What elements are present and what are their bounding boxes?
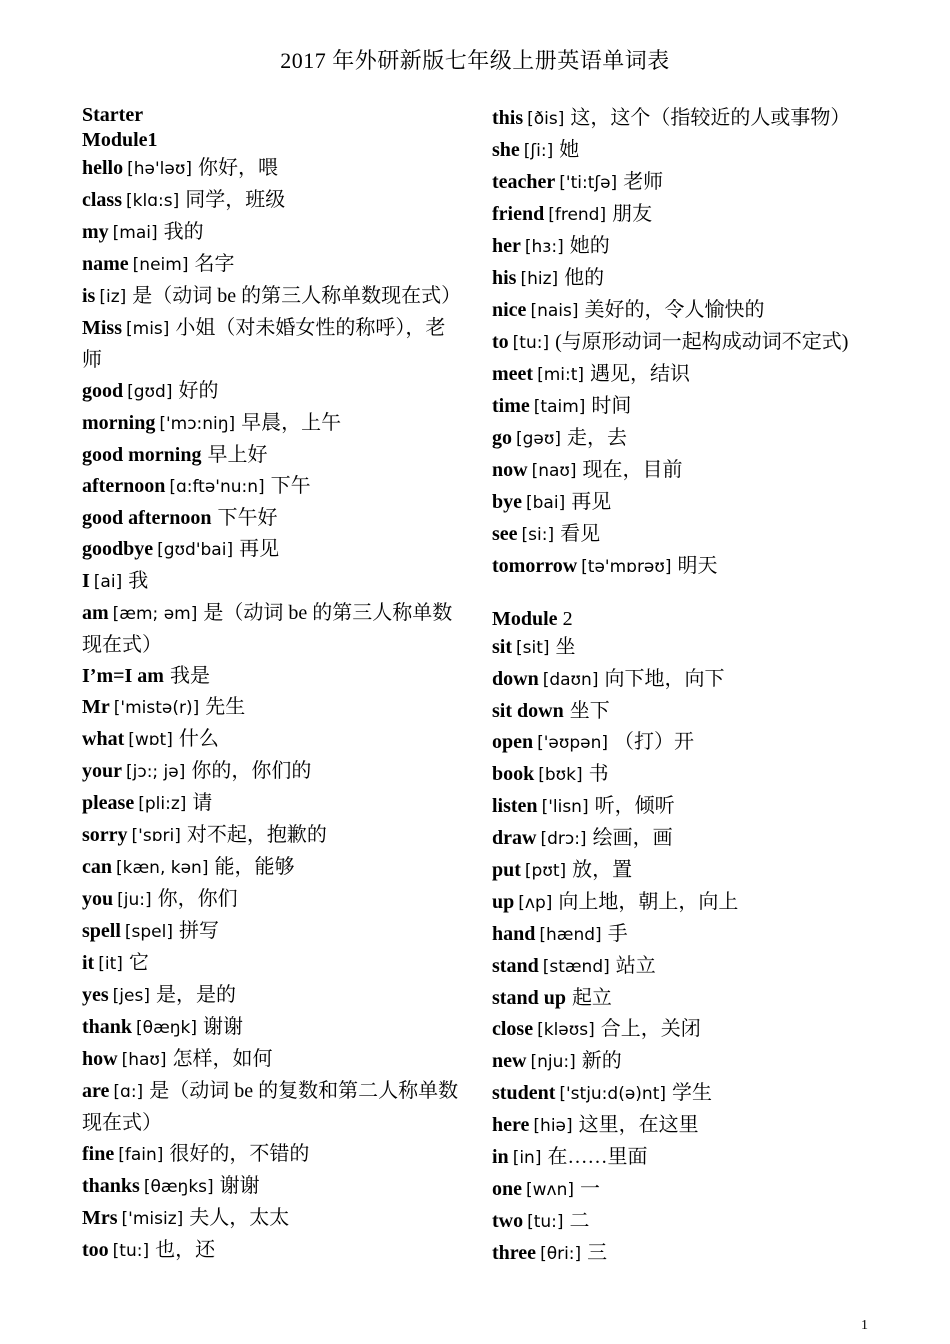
vocab-word: sorry bbox=[82, 824, 128, 846]
vocab-word: listen bbox=[492, 795, 538, 817]
vocab-word: stand up bbox=[492, 987, 566, 1009]
vocab-meaning: 三 bbox=[587, 1242, 608, 1264]
vocab-entry bbox=[492, 1174, 887, 1206]
vocab-word: morning bbox=[82, 412, 156, 434]
vocab-phonetic: [mi:t] bbox=[537, 365, 585, 385]
vocab-meaning: 时间 bbox=[591, 395, 632, 417]
vocab-meaning: 我的 bbox=[163, 221, 204, 243]
vocab-entry bbox=[492, 823, 887, 855]
vocab-entry bbox=[82, 756, 462, 788]
vocab-list-right-top bbox=[492, 103, 887, 583]
section-heading-starter: Starter bbox=[82, 104, 144, 126]
vocab-entry bbox=[82, 440, 462, 471]
vocab-word: name bbox=[82, 253, 129, 275]
vocab-meaning: 同学，班级 bbox=[185, 189, 286, 211]
section-heading-module2 bbox=[492, 607, 887, 632]
vocab-word: put bbox=[492, 859, 521, 881]
vocab-meaning: 二 bbox=[569, 1210, 590, 1232]
vocab-meaning: 对不起，抱歉的 bbox=[186, 824, 327, 846]
vocab-word: draw bbox=[492, 827, 537, 849]
vocab-entry bbox=[492, 632, 887, 664]
vocab-phonetic: [θri:] bbox=[540, 1244, 582, 1264]
vocab-phonetic: [haʊ] bbox=[121, 1050, 167, 1070]
vocab-entry bbox=[82, 692, 462, 724]
page-title: 2017 年外研新版七年级上册英语单词表 bbox=[280, 48, 670, 73]
vocab-word: hello bbox=[82, 157, 124, 179]
vocab-meaning: 他的 bbox=[564, 267, 605, 289]
vocab-word: are bbox=[82, 1080, 110, 1102]
vocab-entry bbox=[492, 696, 887, 727]
vocab-word: can bbox=[82, 856, 112, 878]
vocab-entry bbox=[492, 263, 887, 295]
vocab-word: one bbox=[492, 1178, 522, 1200]
vocab-list-left bbox=[82, 153, 462, 1267]
vocab-meaning: 是（动词 be 的复数和第二人称单数现在式） bbox=[82, 1080, 459, 1134]
vocab-entry bbox=[492, 1110, 887, 1142]
vocab-word: you bbox=[82, 888, 114, 910]
vocab-list-right-module2 bbox=[492, 632, 887, 1270]
vocab-phonetic: [nais] bbox=[530, 301, 579, 321]
vocab-meaning: 这里，在这里 bbox=[578, 1114, 699, 1136]
vocab-phonetic: [jes] bbox=[112, 986, 150, 1006]
vocab-entry bbox=[492, 359, 887, 391]
vocab-meaning: 能，能够 bbox=[214, 856, 295, 878]
vocab-phonetic: ['lisn] bbox=[541, 797, 589, 817]
vocab-entry bbox=[82, 1012, 462, 1044]
vocab-meaning: 一 bbox=[580, 1178, 601, 1200]
vocab-entry bbox=[492, 135, 887, 167]
vocab-entry bbox=[82, 980, 462, 1012]
vocab-word: in bbox=[492, 1146, 509, 1168]
vocab-phonetic: [drɔ:] bbox=[540, 829, 587, 849]
vocab-phonetic: [klɑ:s] bbox=[126, 191, 180, 211]
vocab-entry bbox=[82, 408, 462, 440]
vocab-phonetic: [æm; əm] bbox=[112, 604, 198, 624]
vocab-word: sit down bbox=[492, 700, 564, 722]
vocab-word: my bbox=[82, 221, 109, 243]
vocab-meaning: 向上地，朝上，向上 bbox=[558, 891, 739, 913]
vocab-meaning: 它 bbox=[128, 952, 149, 974]
vocab-word: afternoon bbox=[82, 475, 166, 497]
vocab-entry bbox=[82, 313, 462, 376]
vocab-word: your bbox=[82, 760, 122, 782]
vocab-phonetic: [taim] bbox=[533, 397, 586, 417]
vocab-word: good afternoon bbox=[82, 507, 212, 529]
vocab-word: goodbye bbox=[82, 538, 154, 560]
vocab-entry bbox=[82, 217, 462, 249]
vocab-meaning: 你的，你们的 bbox=[191, 760, 312, 782]
vocab-phonetic: [hiə] bbox=[533, 1116, 573, 1136]
vocab-meaning: 书 bbox=[588, 763, 609, 785]
vocab-meaning: 学生 bbox=[672, 1082, 712, 1104]
vocab-entry bbox=[492, 167, 887, 199]
vocab-word: stand bbox=[492, 955, 539, 977]
vocab-phonetic: [gəʊ] bbox=[516, 429, 562, 449]
vocab-meaning: 请 bbox=[192, 792, 213, 814]
vocab-meaning: 起立 bbox=[571, 987, 612, 1009]
vocab-word: is bbox=[82, 285, 96, 307]
section-heading-module1: Module1 bbox=[82, 129, 158, 151]
vocab-word: hand bbox=[492, 923, 536, 945]
vocab-entry bbox=[492, 1206, 887, 1238]
vocab-meaning: 手 bbox=[607, 923, 628, 945]
vocab-entry bbox=[492, 727, 887, 759]
vocab-meaning: 谢谢 bbox=[203, 1016, 244, 1038]
vocab-word: Mrs bbox=[82, 1207, 118, 1229]
vocab-meaning: 坐下 bbox=[569, 700, 610, 722]
vocab-meaning: 怎样，如何 bbox=[172, 1048, 273, 1070]
vocab-meaning: 你，你们 bbox=[157, 888, 238, 910]
vocab-meaning: 看见 bbox=[560, 523, 601, 545]
vocab-entry bbox=[492, 664, 887, 696]
vocab-word: it bbox=[82, 952, 95, 974]
vocab-entry bbox=[492, 455, 887, 487]
vocab-phonetic: [bai] bbox=[526, 493, 566, 513]
vocab-word: friend bbox=[492, 203, 545, 225]
vocab-entry bbox=[492, 487, 887, 519]
vocab-meaning: 下午好 bbox=[217, 507, 278, 529]
vocab-entry bbox=[82, 1203, 462, 1235]
vocab-phonetic: [daʊn] bbox=[542, 670, 599, 690]
vocab-entry bbox=[82, 948, 462, 980]
vocab-entry bbox=[82, 153, 462, 185]
vocab-entry bbox=[82, 916, 462, 948]
vocab-word: bye bbox=[492, 491, 522, 513]
vocab-meaning: 听，倾听 bbox=[594, 795, 675, 817]
vocab-entry bbox=[492, 1046, 887, 1078]
vocab-word: meet bbox=[492, 363, 534, 385]
left-column bbox=[82, 103, 462, 1267]
vocab-entry bbox=[492, 391, 887, 423]
vocab-word: two bbox=[492, 1210, 524, 1232]
vocab-word: thank bbox=[82, 1016, 133, 1038]
vocab-phonetic: [ðis] bbox=[527, 109, 565, 129]
vocab-word: please bbox=[82, 792, 135, 814]
vocab-word: good morning bbox=[82, 444, 202, 466]
vocab-word: thanks bbox=[82, 1175, 140, 1197]
vocab-phonetic: [fain] bbox=[118, 1145, 164, 1165]
vocab-word: to bbox=[492, 331, 509, 353]
vocab-phonetic: [mai] bbox=[112, 223, 158, 243]
vocab-entry bbox=[82, 1076, 462, 1139]
vocab-meaning: 坐 bbox=[555, 636, 576, 658]
vocab-phonetic: [ɑ:] bbox=[113, 1082, 144, 1102]
vocab-meaning: 是（动词 be 的第三人称单数现在式） bbox=[82, 602, 453, 656]
vocab-meaning: 美好的，令人愉快的 bbox=[584, 299, 765, 321]
vocab-word: am bbox=[82, 602, 109, 624]
vocab-word: nice bbox=[492, 299, 527, 321]
vocab-word: now bbox=[492, 459, 528, 481]
vocab-meaning: 遇见，结识 bbox=[590, 363, 691, 385]
vocab-phonetic: [mis] bbox=[126, 319, 170, 339]
vocab-phonetic: [ai] bbox=[93, 572, 123, 592]
vocab-entry bbox=[82, 661, 462, 692]
vocab-entry bbox=[82, 281, 462, 313]
right-column bbox=[492, 103, 887, 1270]
vocab-phonetic: [wɒt] bbox=[128, 730, 173, 750]
vocab-phonetic: [tu:] bbox=[512, 333, 550, 353]
vocab-meaning: 走，去 bbox=[567, 427, 628, 449]
vocab-meaning: 名字 bbox=[194, 253, 235, 275]
vocab-word: teacher bbox=[492, 171, 556, 193]
vocab-entry bbox=[492, 855, 887, 887]
vocab-meaning: 绘画，画 bbox=[592, 827, 673, 849]
vocab-phonetic: [jɔ:; jə] bbox=[126, 762, 186, 782]
vocab-meaning: 现在，目前 bbox=[582, 459, 683, 481]
vocab-word: I’m=I am bbox=[82, 665, 164, 687]
vocab-entry bbox=[492, 887, 887, 919]
vocab-phonetic: [spel] bbox=[124, 922, 174, 942]
vocab-meaning: 是，是的 bbox=[155, 984, 236, 1006]
vocab-phonetic: ['mistə(r)] bbox=[113, 698, 200, 718]
vocab-word: up bbox=[492, 891, 515, 913]
vocab-phonetic: [sit] bbox=[516, 638, 550, 658]
vocab-phonetic: [stænd] bbox=[542, 957, 610, 977]
vocab-word: yes bbox=[82, 984, 109, 1006]
vocab-meaning: 合上，关闭 bbox=[600, 1018, 701, 1040]
vocab-word: this bbox=[492, 107, 524, 129]
vocab-phonetic: [kæn, kən] bbox=[116, 858, 209, 878]
vocab-entry bbox=[492, 759, 887, 791]
vocab-meaning: 我 bbox=[128, 570, 149, 592]
vocab-phonetic: [gʊd'bai] bbox=[157, 540, 234, 560]
vocab-word: Mr bbox=[82, 696, 110, 718]
vocab-word: go bbox=[492, 427, 512, 449]
vocab-word: class bbox=[82, 189, 122, 211]
vocab-entry bbox=[82, 534, 462, 566]
module-number: 2 bbox=[562, 608, 573, 630]
vocab-entry bbox=[82, 1044, 462, 1076]
vocab-meaning: 拼写 bbox=[179, 920, 220, 942]
vocab-word: book bbox=[492, 763, 535, 785]
vocab-meaning: 也，还 bbox=[155, 1239, 216, 1261]
vocab-word: what bbox=[82, 728, 125, 750]
vocab-entry bbox=[492, 983, 887, 1014]
vocab-phonetic: [hænd] bbox=[539, 925, 602, 945]
vocab-meaning: 是（动词 be 的第三人称单数现在式） bbox=[132, 285, 462, 307]
vocab-entry bbox=[492, 951, 887, 983]
vocab-phonetic: [pʊt] bbox=[524, 861, 567, 881]
vocab-phonetic: ['mɔ:niŋ] bbox=[159, 414, 236, 434]
vocab-phonetic: [tu:] bbox=[112, 1241, 150, 1261]
vocab-phonetic: [pli:z] bbox=[138, 794, 187, 814]
vocab-meaning: 好的 bbox=[178, 380, 219, 402]
vocab-phonetic: [kləʊs] bbox=[537, 1020, 595, 1040]
vocab-entry bbox=[492, 423, 887, 455]
vocab-meaning: （打）开 bbox=[614, 731, 695, 753]
vocab-word: close bbox=[492, 1018, 534, 1040]
vocab-meaning: 小姐（对未婚女性的称呼），老师 bbox=[82, 317, 446, 371]
vocab-word: good bbox=[82, 380, 124, 402]
vocab-meaning: 我是 bbox=[169, 665, 210, 687]
vocab-entry bbox=[82, 788, 462, 820]
vocab-meaning: 谢谢 bbox=[219, 1175, 260, 1197]
vocab-entry bbox=[492, 1142, 887, 1174]
vocab-meaning: 站立 bbox=[615, 955, 656, 977]
vocab-phonetic: [frend] bbox=[548, 205, 607, 225]
vocab-entry bbox=[82, 249, 462, 281]
vocab-word: student bbox=[492, 1082, 556, 1104]
vocab-meaning: 早晨，上午 bbox=[241, 412, 342, 434]
vocab-meaning: 这，这个（指较近的人或事物） bbox=[570, 107, 851, 129]
vocab-meaning: 明天 bbox=[677, 555, 718, 577]
vocab-phonetic: [neim] bbox=[132, 255, 189, 275]
vocab-entry bbox=[492, 327, 887, 359]
vocab-meaning: 再见 bbox=[239, 538, 280, 560]
vocab-entry bbox=[492, 551, 887, 583]
vocab-word: new bbox=[492, 1050, 527, 1072]
page-number: 1 bbox=[861, 1318, 868, 1333]
vocab-word: time bbox=[492, 395, 530, 417]
vocab-entry bbox=[82, 566, 462, 598]
vocab-phonetic: [si:] bbox=[521, 525, 555, 545]
module-label: Module bbox=[492, 608, 558, 630]
vocab-entry bbox=[82, 1171, 462, 1203]
vocab-word: see bbox=[492, 523, 518, 545]
vocab-meaning: 向下地，向下 bbox=[604, 668, 725, 690]
vocab-entry bbox=[492, 231, 887, 263]
vocab-word: how bbox=[82, 1048, 118, 1070]
vocab-meaning: 下午 bbox=[270, 475, 311, 497]
vocab-meaning: 新的 bbox=[581, 1050, 622, 1072]
vocab-phonetic: [tə'mɒrəʊ] bbox=[581, 557, 672, 577]
vocab-entry bbox=[82, 1139, 462, 1171]
vocab-phonetic: [wʌn] bbox=[526, 1180, 575, 1200]
vocab-meaning: 什么 bbox=[178, 728, 219, 750]
vocab-entry bbox=[492, 1238, 887, 1270]
vocab-phonetic: [tu:] bbox=[527, 1212, 564, 1232]
vocab-word: Miss bbox=[82, 317, 122, 339]
vocab-phonetic: [in] bbox=[512, 1148, 542, 1168]
vocab-phonetic: [hə'ləʊ] bbox=[127, 159, 192, 179]
vocab-meaning: 夫人，太太 bbox=[189, 1207, 290, 1229]
vocab-meaning: 很好的，不错的 bbox=[169, 1143, 310, 1165]
vocab-meaning: 她的 bbox=[569, 235, 610, 257]
vocab-word: fine bbox=[82, 1143, 115, 1165]
vocab-word: here bbox=[492, 1114, 530, 1136]
vocab-entry bbox=[492, 1014, 887, 1046]
vocab-meaning: (与原形动词一起构成动词不定式) bbox=[555, 331, 849, 353]
vocab-meaning: 老师 bbox=[623, 171, 664, 193]
vocab-word: too bbox=[82, 1239, 109, 1261]
vocab-phonetic: ['stju:d(ə)nt] bbox=[559, 1084, 666, 1104]
vocab-phonetic: [ʃi:] bbox=[523, 141, 554, 161]
vocab-phonetic: ['ti:tʃə] bbox=[559, 173, 618, 193]
vocab-entry bbox=[492, 1078, 887, 1110]
vocab-phonetic: [θæŋk] bbox=[136, 1018, 198, 1038]
vocab-phonetic: ['misiz] bbox=[121, 1209, 184, 1229]
vocab-phonetic: [θæŋks] bbox=[143, 1177, 214, 1197]
vocab-phonetic: [gʊd] bbox=[127, 382, 173, 402]
vocab-meaning: 你好，喂 bbox=[197, 157, 278, 179]
vocab-phonetic: [ʌp] bbox=[518, 893, 553, 913]
vocab-meaning: 她 bbox=[559, 139, 580, 161]
vocab-entry bbox=[82, 471, 462, 503]
vocab-phonetic: [hɜ:] bbox=[524, 237, 564, 257]
vocab-entry bbox=[492, 103, 887, 135]
vocab-entry bbox=[82, 1235, 462, 1267]
vocab-entry bbox=[82, 820, 462, 852]
vocab-meaning: 再见 bbox=[571, 491, 612, 513]
vocab-word: I bbox=[82, 570, 90, 592]
vocab-meaning: 先生 bbox=[205, 696, 246, 718]
vocab-word: down bbox=[492, 668, 539, 690]
vocab-entry bbox=[492, 519, 887, 551]
vocab-meaning: 放，置 bbox=[572, 859, 633, 881]
vocab-word: sit bbox=[492, 636, 512, 658]
vocab-entry bbox=[82, 852, 462, 884]
vocab-phonetic: [iz] bbox=[99, 287, 127, 307]
vocab-entry bbox=[82, 724, 462, 756]
vocab-entry bbox=[492, 791, 887, 823]
vocab-word: she bbox=[492, 139, 520, 161]
vocab-entry bbox=[492, 919, 887, 951]
vocab-meaning: 早上好 bbox=[207, 444, 268, 466]
vocab-phonetic: [it] bbox=[98, 954, 123, 974]
vocab-phonetic: [hiz] bbox=[520, 269, 559, 289]
vocab-phonetic: [ju:] bbox=[117, 890, 152, 910]
vocab-phonetic: ['əʊpən] bbox=[537, 733, 609, 753]
vocab-word: tomorrow bbox=[492, 555, 578, 577]
vocab-entry bbox=[492, 199, 887, 231]
vocab-phonetic: [naʊ] bbox=[531, 461, 577, 481]
vocab-word: her bbox=[492, 235, 521, 257]
vocab-word: open bbox=[492, 731, 534, 753]
vocab-phonetic: [ɑ:ftə'nu:n] bbox=[169, 477, 265, 497]
vocab-phonetic: [nju:] bbox=[530, 1052, 576, 1072]
vocab-entry bbox=[492, 295, 887, 327]
vocab-phonetic: [bʊk] bbox=[538, 765, 583, 785]
vocab-word: spell bbox=[82, 920, 121, 942]
vocab-entry bbox=[82, 598, 462, 661]
vocab-entry bbox=[82, 503, 462, 534]
vocab-meaning: 在……里面 bbox=[547, 1146, 648, 1168]
vocab-word: his bbox=[492, 267, 517, 289]
vocab-word: three bbox=[492, 1242, 537, 1264]
vocab-entry bbox=[82, 884, 462, 916]
vocab-phonetic: ['sɒri] bbox=[131, 826, 181, 846]
vocab-entry bbox=[82, 185, 462, 217]
vocab-meaning: 朋友 bbox=[612, 203, 653, 225]
vocab-entry bbox=[82, 376, 462, 408]
